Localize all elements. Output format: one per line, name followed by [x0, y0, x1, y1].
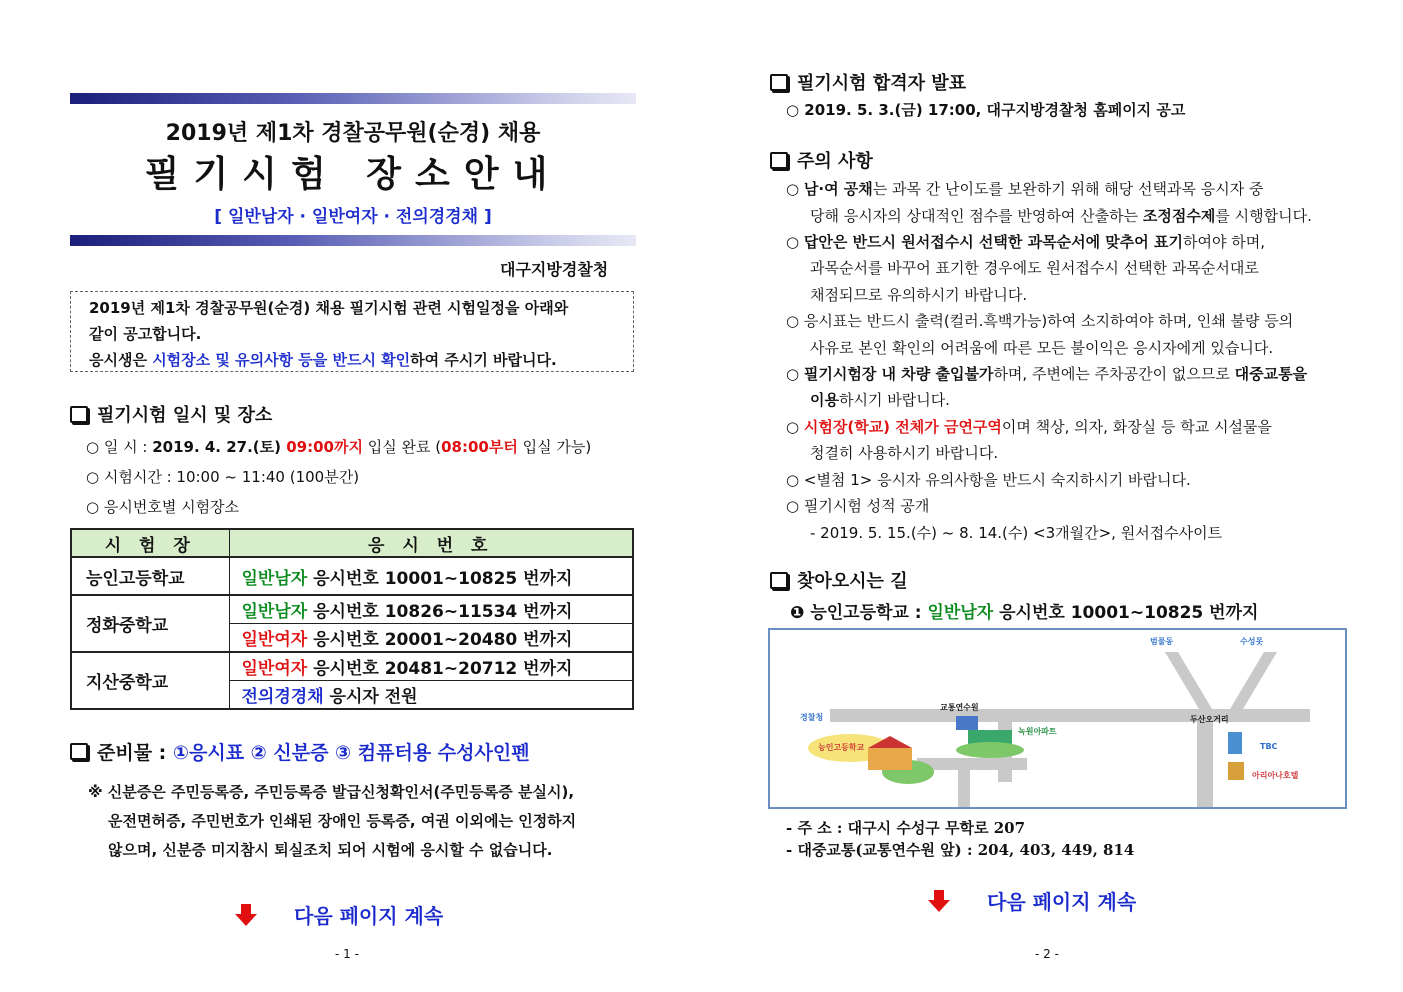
- title-line-2: 필기시험 장소안내: [144, 154, 562, 195]
- map-label: 능인고등학교: [818, 743, 865, 752]
- section-preparation: 준비물 : ①응시표 ② 신분증 ③ 컴퓨터용 수성사인펜: [70, 738, 530, 765]
- map-label: 두산오거리: [1190, 715, 1229, 724]
- page-number: - 2 -: [1035, 947, 1059, 961]
- exam-place-table: [70, 528, 634, 710]
- checkbox-icon: [770, 74, 788, 91]
- caution-5: ○ 시험장(학교) 전체가 금연구역이며 책상, 의자, 화장실 등 학교 시설물을: [786, 418, 1272, 436]
- caution-5-line-2: 청결히 사용하시기 바랍니다.: [810, 444, 999, 462]
- table-row: 지산중학교 일반여자 응시번호 20481~20712 번까지: [71, 652, 633, 681]
- caution-4-line-2: 이용하시기 바랍니다.: [810, 391, 950, 409]
- checkbox-icon: [70, 743, 88, 760]
- table-header-number: 응 시 번 호: [229, 529, 633, 557]
- map-label: 아리아나호텔: [1252, 771, 1299, 780]
- transit-line: - 대중교통(교통연수원 앞) : 204, 403, 449, 814: [786, 841, 1135, 859]
- table-header-place: 시 험 장: [71, 529, 229, 557]
- map-label: 수성못: [1240, 637, 1264, 646]
- section-result: 필기시험 합격자 발표: [770, 69, 966, 95]
- notice-box: [70, 291, 634, 372]
- caution-1-line-2: 당해 응시자의 상대적인 점수를 반영하여 산출하는 조정점수제를 시행합니다.: [810, 207, 1312, 225]
- caution-4: ○ 필기시험장 내 차량 출입불가하며, 주변에는 주차공간이 없으므로 대중교통을: [786, 365, 1308, 383]
- notice-line-1: 2019년 제1차 경찰공무원(순경) 채용 필기시험 관련 시험일정을 아래와: [89, 299, 569, 317]
- caution-2: ○ 답안은 반드시 원서접수시 선택한 과목순서에 맞추어 표기하여야 하며,: [786, 233, 1265, 251]
- title-line-1: 2019년 제1차 경찰공무원(순경) 채용: [165, 121, 541, 146]
- notice-line-3: 응시생은 시험장소 및 유의사항 등을 반드시 확인하여 주시기 바랍니다.: [89, 351, 557, 369]
- table-row: 전의경경채 응시자 전원: [71, 681, 633, 710]
- section-directions: 찾아오시는 길: [770, 567, 908, 593]
- map-label: TBC: [1260, 742, 1278, 751]
- next-page-notice: 다음 페이지 계속: [234, 900, 443, 929]
- map-roads: [770, 630, 1347, 809]
- caution-7-sub: - 2019. 5. 15.(수) ~ 8. 14.(수) <3개월간>, 원서접수사이트: [810, 524, 1223, 542]
- subtitle: [ 일반남자 · 일반여자 · 전의경경채 ]: [214, 207, 492, 227]
- section-schedule: 필기시험 일시 및 장소: [70, 401, 272, 427]
- section-caution: 주의 사항: [770, 147, 873, 173]
- map-label: 녹원아파트: [1018, 727, 1057, 736]
- caution-2-line-2: 과목순서를 바꾸어 표기한 경우에도 원서접수시 선택한 과목순서대로: [810, 259, 1259, 277]
- next-page-notice: 다음 페이지 계속: [927, 886, 1136, 915]
- address-line: - 주 소 : 대구시 수성구 무학로 207: [786, 819, 1026, 837]
- agency-name: 대구지방경찰청: [500, 260, 609, 279]
- exam-place-line: ○ 응시번호별 시험장소: [86, 498, 240, 516]
- notice-line-2: 같이 공고합니다.: [89, 325, 202, 343]
- page-1: [0, 0, 700, 992]
- table-row: 능인고등학교 일반남자 응시번호 10001~10825 번까지: [71, 557, 633, 595]
- title-bar-bottom: [70, 235, 636, 246]
- page-number: - 1 -: [335, 947, 359, 961]
- map-label: 범물동: [1150, 637, 1174, 646]
- directions-line: ❶ 능인고등학교 : 일반남자 응시번호 10001~10825 번까지: [790, 603, 1259, 623]
- page-2: [700, 0, 1403, 992]
- arrow-down-icon: [927, 889, 951, 913]
- checkbox-icon: [770, 572, 788, 589]
- checkbox-icon: [770, 152, 788, 169]
- exam-time-line: ○ 시험시간 : 10:00 ~ 11:40 (100분간): [86, 468, 360, 486]
- table-row: 일반여자 응시번호 20001~20480 번까지: [71, 624, 633, 653]
- arrow-down-icon: [234, 903, 258, 927]
- checkbox-icon: [70, 406, 88, 423]
- caution-2-line-3: 채점되므로 유의하시기 바랍니다.: [810, 286, 1028, 304]
- caution-6: ○ <별첨 1> 응시자 유의사항을 반드시 숙지하시기 바랍니다.: [786, 471, 1191, 489]
- result-line: ○ 2019. 5. 3.(금) 17:00, 대구지방경찰청 홈페이지 공고: [786, 101, 1186, 119]
- location-map: [768, 628, 1347, 809]
- caution-3: ○ 응시표는 반드시 출력(컬러.흑백가능)하여 소지하여야 하며, 인쇄 불량 등의: [786, 312, 1294, 330]
- map-label: 경찰청: [800, 713, 824, 722]
- caution-7: ○ 필기시험 성적 공개: [786, 497, 930, 515]
- exam-date-line: ○ 일 시 : 2019. 4. 27.(토) 09:00까지 입실 완료 (08:00부터 입실 가능): [86, 438, 592, 456]
- caution-1: ○ 남·여 공채는 과목 간 난이도를 보완하기 위해 해당 선택과목 응시자 중: [786, 180, 1264, 198]
- id-note: ※ 신분증은 주민등록증, 주민등록증 발급신청확인서(주민등록증 분실시), 운전면허증, 주민번호가 인쇄된 장애인 등록증, 여권 이외에는 인정하지 않으며, 신분증 미지참시 퇴실조치 되어 시험에 응시할 수 없습니다.: [88, 783, 577, 859]
- caution-3-line-2: 사유로 본인 확인의 어려움에 따른 모든 불이익은 응시자에게 있습니다.: [810, 339, 1274, 357]
- table-row: 정화중학교 일반남자 응시번호 10826~11534 번까지: [71, 595, 633, 624]
- map-label: 교통연수원: [940, 703, 979, 712]
- title-bar-top: [70, 93, 636, 104]
